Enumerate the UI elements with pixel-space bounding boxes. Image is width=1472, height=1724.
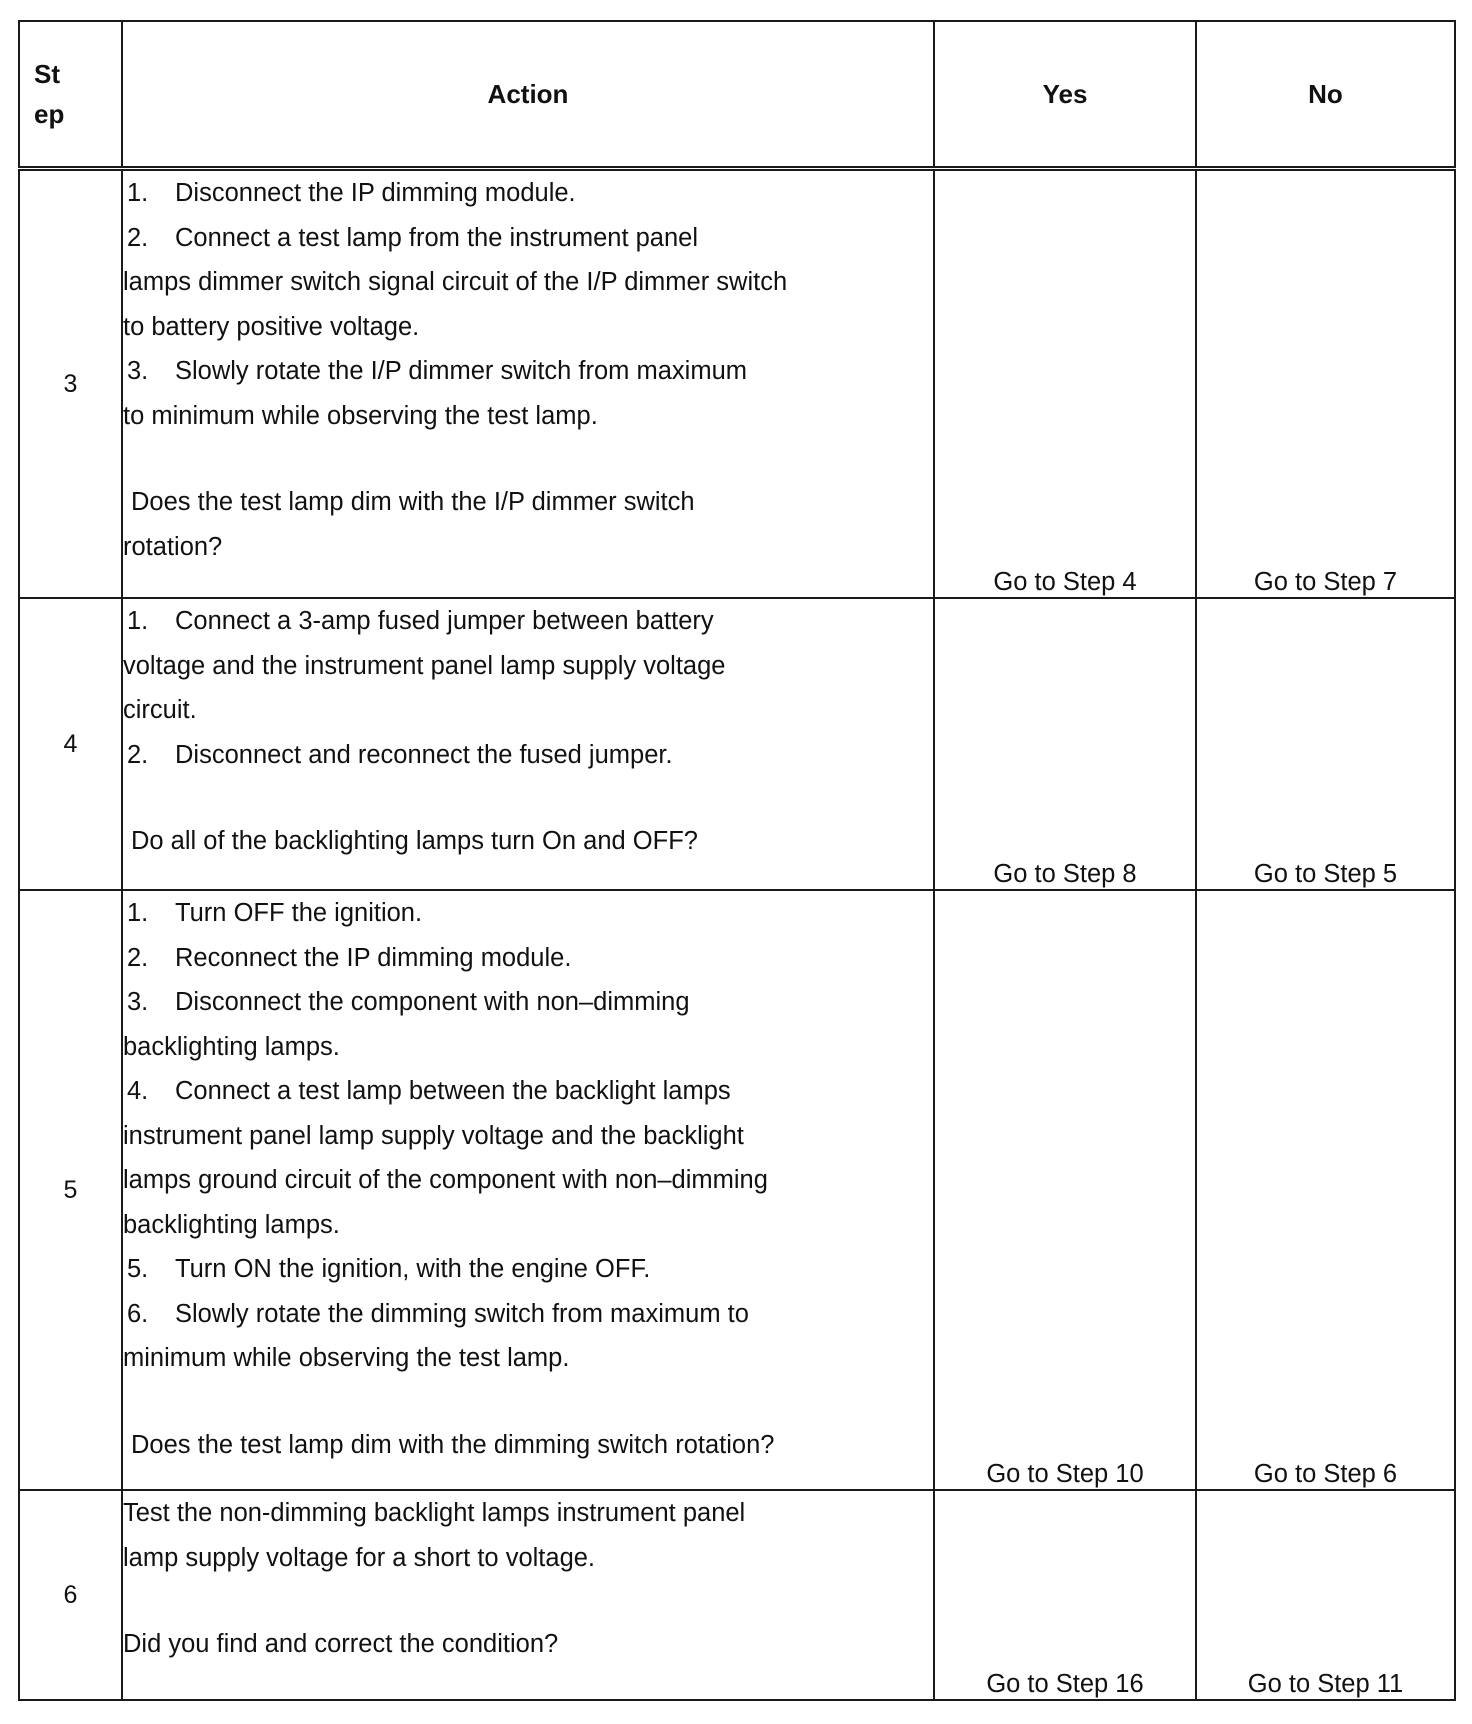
line-text: Disconnect the component with non–dimming bbox=[175, 988, 690, 1016]
line-text: Reconnect the IP dimming module. bbox=[175, 943, 572, 972]
action-line: lamps ground circuit of the component with non–dimming bbox=[123, 1166, 768, 1194]
action-line bbox=[123, 733, 933, 778]
action-line bbox=[123, 1247, 933, 1292]
action-line: backlighting lamps. bbox=[123, 1210, 340, 1239]
yes-result: Go to Step 4 bbox=[934, 169, 1196, 599]
header-step-line-1: St bbox=[34, 59, 60, 89]
diagnostic-table bbox=[18, 20, 1456, 1701]
line-text: Slowly rotate the dimming switch from maximum to bbox=[175, 1299, 749, 1328]
line-number: 1. bbox=[127, 179, 149, 207]
step-number: 4 bbox=[19, 598, 122, 890]
action-cell bbox=[122, 598, 934, 890]
action-line bbox=[123, 1292, 933, 1337]
action-line: instrument panel lamp supply voltage and the backlight bbox=[123, 1121, 744, 1150]
yes-result: Go to Step 10 bbox=[934, 890, 1196, 1490]
action-cell bbox=[122, 169, 934, 599]
action-line bbox=[123, 980, 933, 1025]
step-number: 6 bbox=[19, 1490, 122, 1700]
action-line bbox=[123, 171, 933, 216]
action-cell bbox=[122, 1490, 934, 1700]
line-number: 1. bbox=[127, 607, 149, 635]
header-yes: Yes bbox=[934, 21, 1196, 169]
table-row bbox=[19, 169, 1455, 599]
action-line: backlighting lamps. bbox=[123, 1032, 340, 1061]
action-line: minimum while observing the test lamp. bbox=[123, 1344, 570, 1372]
action-line: Test the non-dimming backlight lamps instrument panel bbox=[123, 1499, 746, 1527]
line-number: 2. bbox=[127, 223, 149, 252]
question-text-cont: rotation? bbox=[123, 532, 223, 561]
action-line bbox=[123, 1069, 933, 1114]
yes-result: Go to Step 16 bbox=[934, 1490, 1196, 1700]
action-line: lamps dimmer switch signal circuit of the I/P dimmer switch bbox=[123, 268, 788, 296]
action-line: voltage and the instrument panel lamp supply voltage bbox=[123, 651, 726, 680]
action-cell bbox=[122, 890, 934, 1490]
line-text: Connect a test lamp between the backlight lamps bbox=[175, 1077, 731, 1105]
header-no: No bbox=[1196, 21, 1455, 169]
line-text: Turn ON the ignition, with the engine OFF. bbox=[175, 1255, 651, 1283]
header-step-line-2: ep bbox=[34, 99, 65, 129]
action-line: circuit. bbox=[123, 696, 197, 724]
action-line bbox=[123, 891, 933, 936]
line-text: Turn OFF the ignition. bbox=[175, 899, 423, 927]
line-text: Slowly rotate the I/P dimmer switch from maximum bbox=[175, 357, 748, 385]
action-line: lamp supply voltage for a short to voltage. bbox=[123, 1543, 596, 1572]
no-result: Go to Step 7 bbox=[1196, 169, 1455, 599]
line-number: 5. bbox=[127, 1255, 149, 1283]
table-row bbox=[19, 598, 1455, 890]
action-line bbox=[123, 349, 933, 394]
action-line bbox=[123, 936, 933, 981]
line-text: Disconnect the IP dimming module. bbox=[175, 179, 576, 207]
header-row bbox=[19, 21, 1455, 169]
line-number: 6. bbox=[127, 1299, 149, 1328]
table-row bbox=[19, 890, 1455, 1490]
action-line: to minimum while observing the test lamp. bbox=[123, 401, 598, 430]
no-result: Go to Step 5 bbox=[1196, 598, 1455, 890]
no-result: Go to Step 6 bbox=[1196, 890, 1455, 1490]
question-text: Does the test lamp dim with the I/P dimmer switch bbox=[131, 488, 695, 516]
line-number: 3. bbox=[127, 988, 149, 1016]
action-line: to battery positive voltage. bbox=[123, 312, 420, 341]
line-number: 3. bbox=[127, 357, 149, 385]
line-number: 2. bbox=[127, 943, 149, 972]
step-number: 3 bbox=[19, 169, 122, 599]
line-number: 4. bbox=[127, 1077, 149, 1105]
header-action: Action bbox=[122, 21, 934, 169]
question-text: Did you find and correct the condition? bbox=[123, 1630, 559, 1658]
no-result: Go to Step 11 bbox=[1196, 1490, 1455, 1700]
line-text: Connect a 3-amp fused jumper between battery bbox=[175, 607, 714, 635]
header-step bbox=[19, 21, 122, 169]
step-number: 5 bbox=[19, 890, 122, 1490]
question-text: Do all of the backlighting lamps turn On and OFF? bbox=[131, 827, 698, 855]
question-text: Does the test lamp dim with the dimming switch rotation? bbox=[131, 1430, 775, 1459]
line-text: Disconnect and reconnect the fused jumper. bbox=[175, 740, 673, 769]
line-number: 1. bbox=[127, 899, 149, 927]
yes-result: Go to Step 8 bbox=[934, 598, 1196, 890]
action-line bbox=[123, 216, 933, 261]
table-row bbox=[19, 1490, 1455, 1700]
action-line bbox=[123, 599, 933, 644]
line-number: 2. bbox=[127, 740, 149, 769]
line-text: Connect a test lamp from the instrument panel bbox=[175, 223, 699, 252]
